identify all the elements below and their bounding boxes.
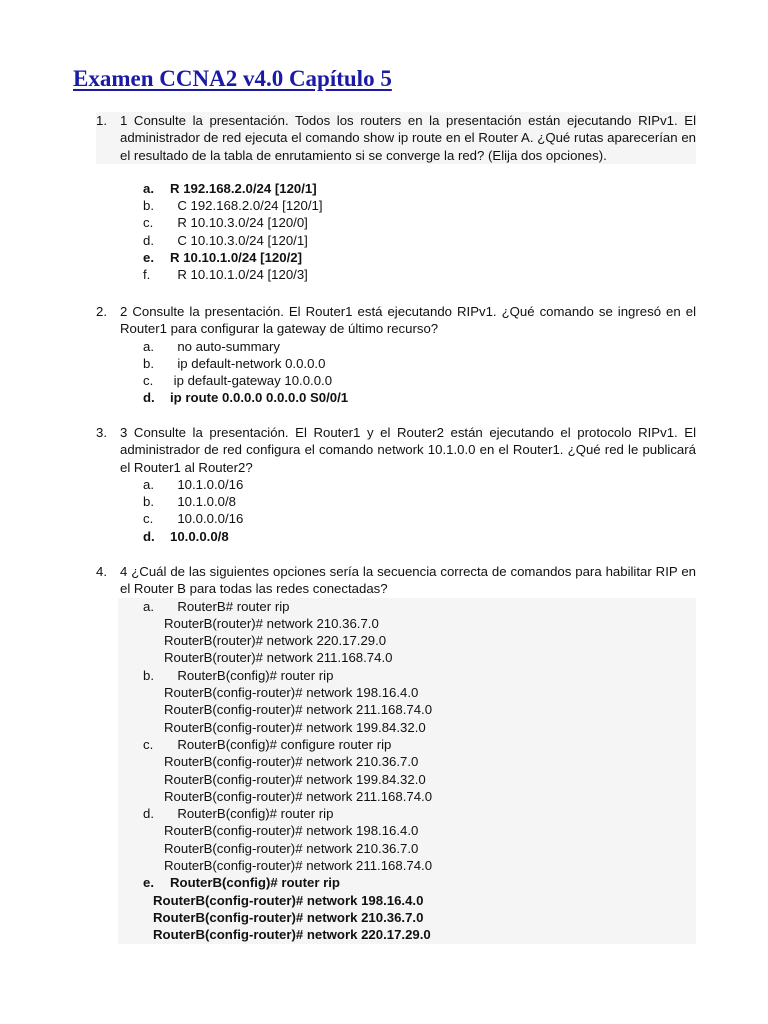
question-number: 4.	[96, 564, 107, 579]
command-line: RouterB(config-router)# network 210.36.7.0	[164, 840, 419, 856]
command-line: RouterB(router)# network 220.17.29.0	[164, 633, 387, 649]
command-line: RouterB(config-router)# network 211.168.74.0	[164, 788, 433, 804]
option-c[interactable]: c. R 10.10.3.0/24 [120/0]	[96, 214, 696, 231]
option-f[interactable]: f. R 10.10.1.0/24 [120/3]	[96, 266, 696, 283]
option-text: 10.1.0.0/16	[170, 476, 244, 492]
command-line: RouterB(config-router)# network 210.36.7.0	[164, 754, 419, 770]
option-text: RouterB(config)# router rip	[170, 667, 334, 683]
option-text: 10.0.0.0/16	[170, 511, 244, 527]
command-line: RouterB(config-router)# network 211.168.74.0	[164, 702, 433, 718]
option-d[interactable]: d. RouterB(config)# router rip RouterB(config-router)# network 198.16.4.0 RouterB(config-router)# network 210.36.7.0 RouterB(config-router)# network 211.168.74.0	[118, 805, 696, 874]
option-text: 10.0.0.0/8	[170, 528, 229, 544]
option-a[interactable]: a. RouterB# router rip RouterB(router)# network 210.36.7.0 RouterB(router)# network 220.17.29.0 RouterB(router)# network 211.168.74.0	[118, 598, 696, 667]
option-b[interactable]: b. ip default-network 0.0.0.0	[96, 355, 696, 372]
option-text: C 10.10.3.0/24 [120/1]	[170, 232, 308, 248]
question-1	[96, 112, 696, 284]
command-line: RouterB(config-router)# network 199.84.32.0	[164, 771, 426, 787]
question-text: 3 Consulte la presentación. El Router1 y el Router2 están ejecutando el protocolo RIPv1. El administrador de red configura el comando network 10.1.0.0 en el Router1. ¿Qué red le publicará el Router1 al Router2?	[120, 425, 696, 475]
command-line: RouterB(config-router)# network 198.16.4.0	[153, 892, 424, 908]
question-text: 2 Consulte la presentación. El Router1 está ejecutando RIPv1. ¿Qué comando se ingresó en el Router1 para configurar la gateway de último recurso?	[120, 304, 696, 337]
option-text: RouterB(config)# configure router rip	[170, 736, 392, 752]
question-text-row	[96, 112, 696, 164]
option-text: R 10.10.1.0/24 [120/2]	[170, 250, 302, 266]
question-text-row	[96, 303, 696, 338]
option-text: RouterB# router rip	[170, 598, 290, 614]
command-line: RouterB(config-router)# network 210.36.7.0	[153, 909, 424, 925]
command-line: RouterB(router)# network 211.168.74.0	[164, 650, 393, 666]
option-text: 10.1.0.0/8	[170, 494, 236, 510]
command-line: RouterB(config-router)# network 220.17.29.0	[153, 927, 431, 943]
question-3	[96, 424, 696, 545]
command-line: RouterB(config-router)# network 211.168.74.0	[164, 858, 433, 874]
option-e[interactable]: e. R 10.10.1.0/24 [120/2]	[96, 249, 696, 266]
option-b[interactable]: b. 10.1.0.0/8	[96, 493, 696, 510]
question-4	[96, 563, 696, 944]
options-list	[96, 180, 696, 284]
question-number: 2.	[96, 304, 107, 319]
option-b[interactable]: b. C 192.168.2.0/24 [120/1]	[96, 197, 696, 214]
option-c[interactable]: c. ip default-gateway 10.0.0.0	[96, 372, 696, 389]
option-text: ip default-network 0.0.0.0	[170, 355, 326, 371]
option-a[interactable]: a. no auto-summary	[96, 338, 696, 355]
option-c[interactable]: c. RouterB(config)# configure router rip RouterB(config-router)# network 210.36.7.0 RouterB(config-router)# network 199.84.32.0 RouterB(config-router)# network 211.168.74.0	[118, 736, 696, 805]
page-title: Examen CCNA2 v4.0 Capítulo 5	[73, 66, 392, 91]
question-text: 1 Consulte la presentación. Todos los routers en la presentación están ejecutando RIPv1. El administrador de red ejecuta el comando show ip route en el Router A. ¿Qué rutas aparecerían en el resultado de la tabla de enrutamiento si se converge la red? (Elija dos opciones).	[120, 113, 696, 163]
option-text: RouterB(config)# router rip	[170, 875, 340, 891]
option-text: C 192.168.2.0/24 [120/1]	[170, 198, 323, 214]
option-text: R 10.10.3.0/24 [120/0]	[170, 215, 308, 231]
options-list	[96, 338, 696, 407]
option-text: ip route 0.0.0.0 0.0.0.0 S0/0/1	[170, 390, 349, 406]
question-text-row	[96, 563, 696, 598]
option-text: R 192.168.2.0/24 [120/1]	[170, 180, 317, 196]
option-e[interactable]: e. RouterB(config)# router rip RouterB(config-router)# network 198.16.4.0 RouterB(config-router)# network 210.36.7.0 RouterB(config-router)# network 220.17.29.0	[118, 874, 696, 943]
question-2	[96, 303, 696, 407]
command-line: RouterB(router)# network 210.36.7.0	[164, 615, 379, 631]
option-d[interactable]: d. 10.0.0.0/8	[96, 528, 696, 545]
option-d[interactable]: d. ip route 0.0.0.0 0.0.0.0 S0/0/1	[96, 389, 696, 406]
question-number: 1.	[96, 113, 107, 128]
command-line: RouterB(config-router)# network 199.84.32.0	[164, 719, 426, 735]
option-text: no auto-summary	[170, 338, 280, 354]
option-text: ip default-gateway 10.0.0.0	[170, 373, 333, 389]
option-a[interactable]: a. R 192.168.2.0/24 [120/1]	[96, 180, 696, 197]
question-text: 4 ¿Cuál de las siguientes opciones sería la secuencia correcta de comandos para habilitar RIP en el Router B para todas las redes conectadas?	[120, 564, 696, 597]
option-a[interactable]: a. 10.1.0.0/16	[96, 476, 696, 493]
options-list	[96, 476, 696, 545]
options-list	[118, 598, 696, 944]
option-b[interactable]: b. RouterB(config)# router rip RouterB(config-router)# network 198.16.4.0 RouterB(config-router)# network 211.168.74.0 RouterB(config-router)# network 199.84.32.0	[118, 667, 696, 736]
command-line: RouterB(config-router)# network 198.16.4.0	[164, 823, 419, 839]
option-text: R 10.10.1.0/24 [120/3]	[170, 267, 308, 283]
question-number: 3.	[96, 425, 107, 440]
question-text-row	[96, 424, 696, 476]
option-text: RouterB(config)# router rip	[170, 806, 334, 822]
option-c[interactable]: c. 10.0.0.0/16	[96, 510, 696, 527]
command-line: RouterB(config-router)# network 198.16.4.0	[164, 685, 419, 701]
option-d[interactable]: d. C 10.10.3.0/24 [120/1]	[96, 232, 696, 249]
